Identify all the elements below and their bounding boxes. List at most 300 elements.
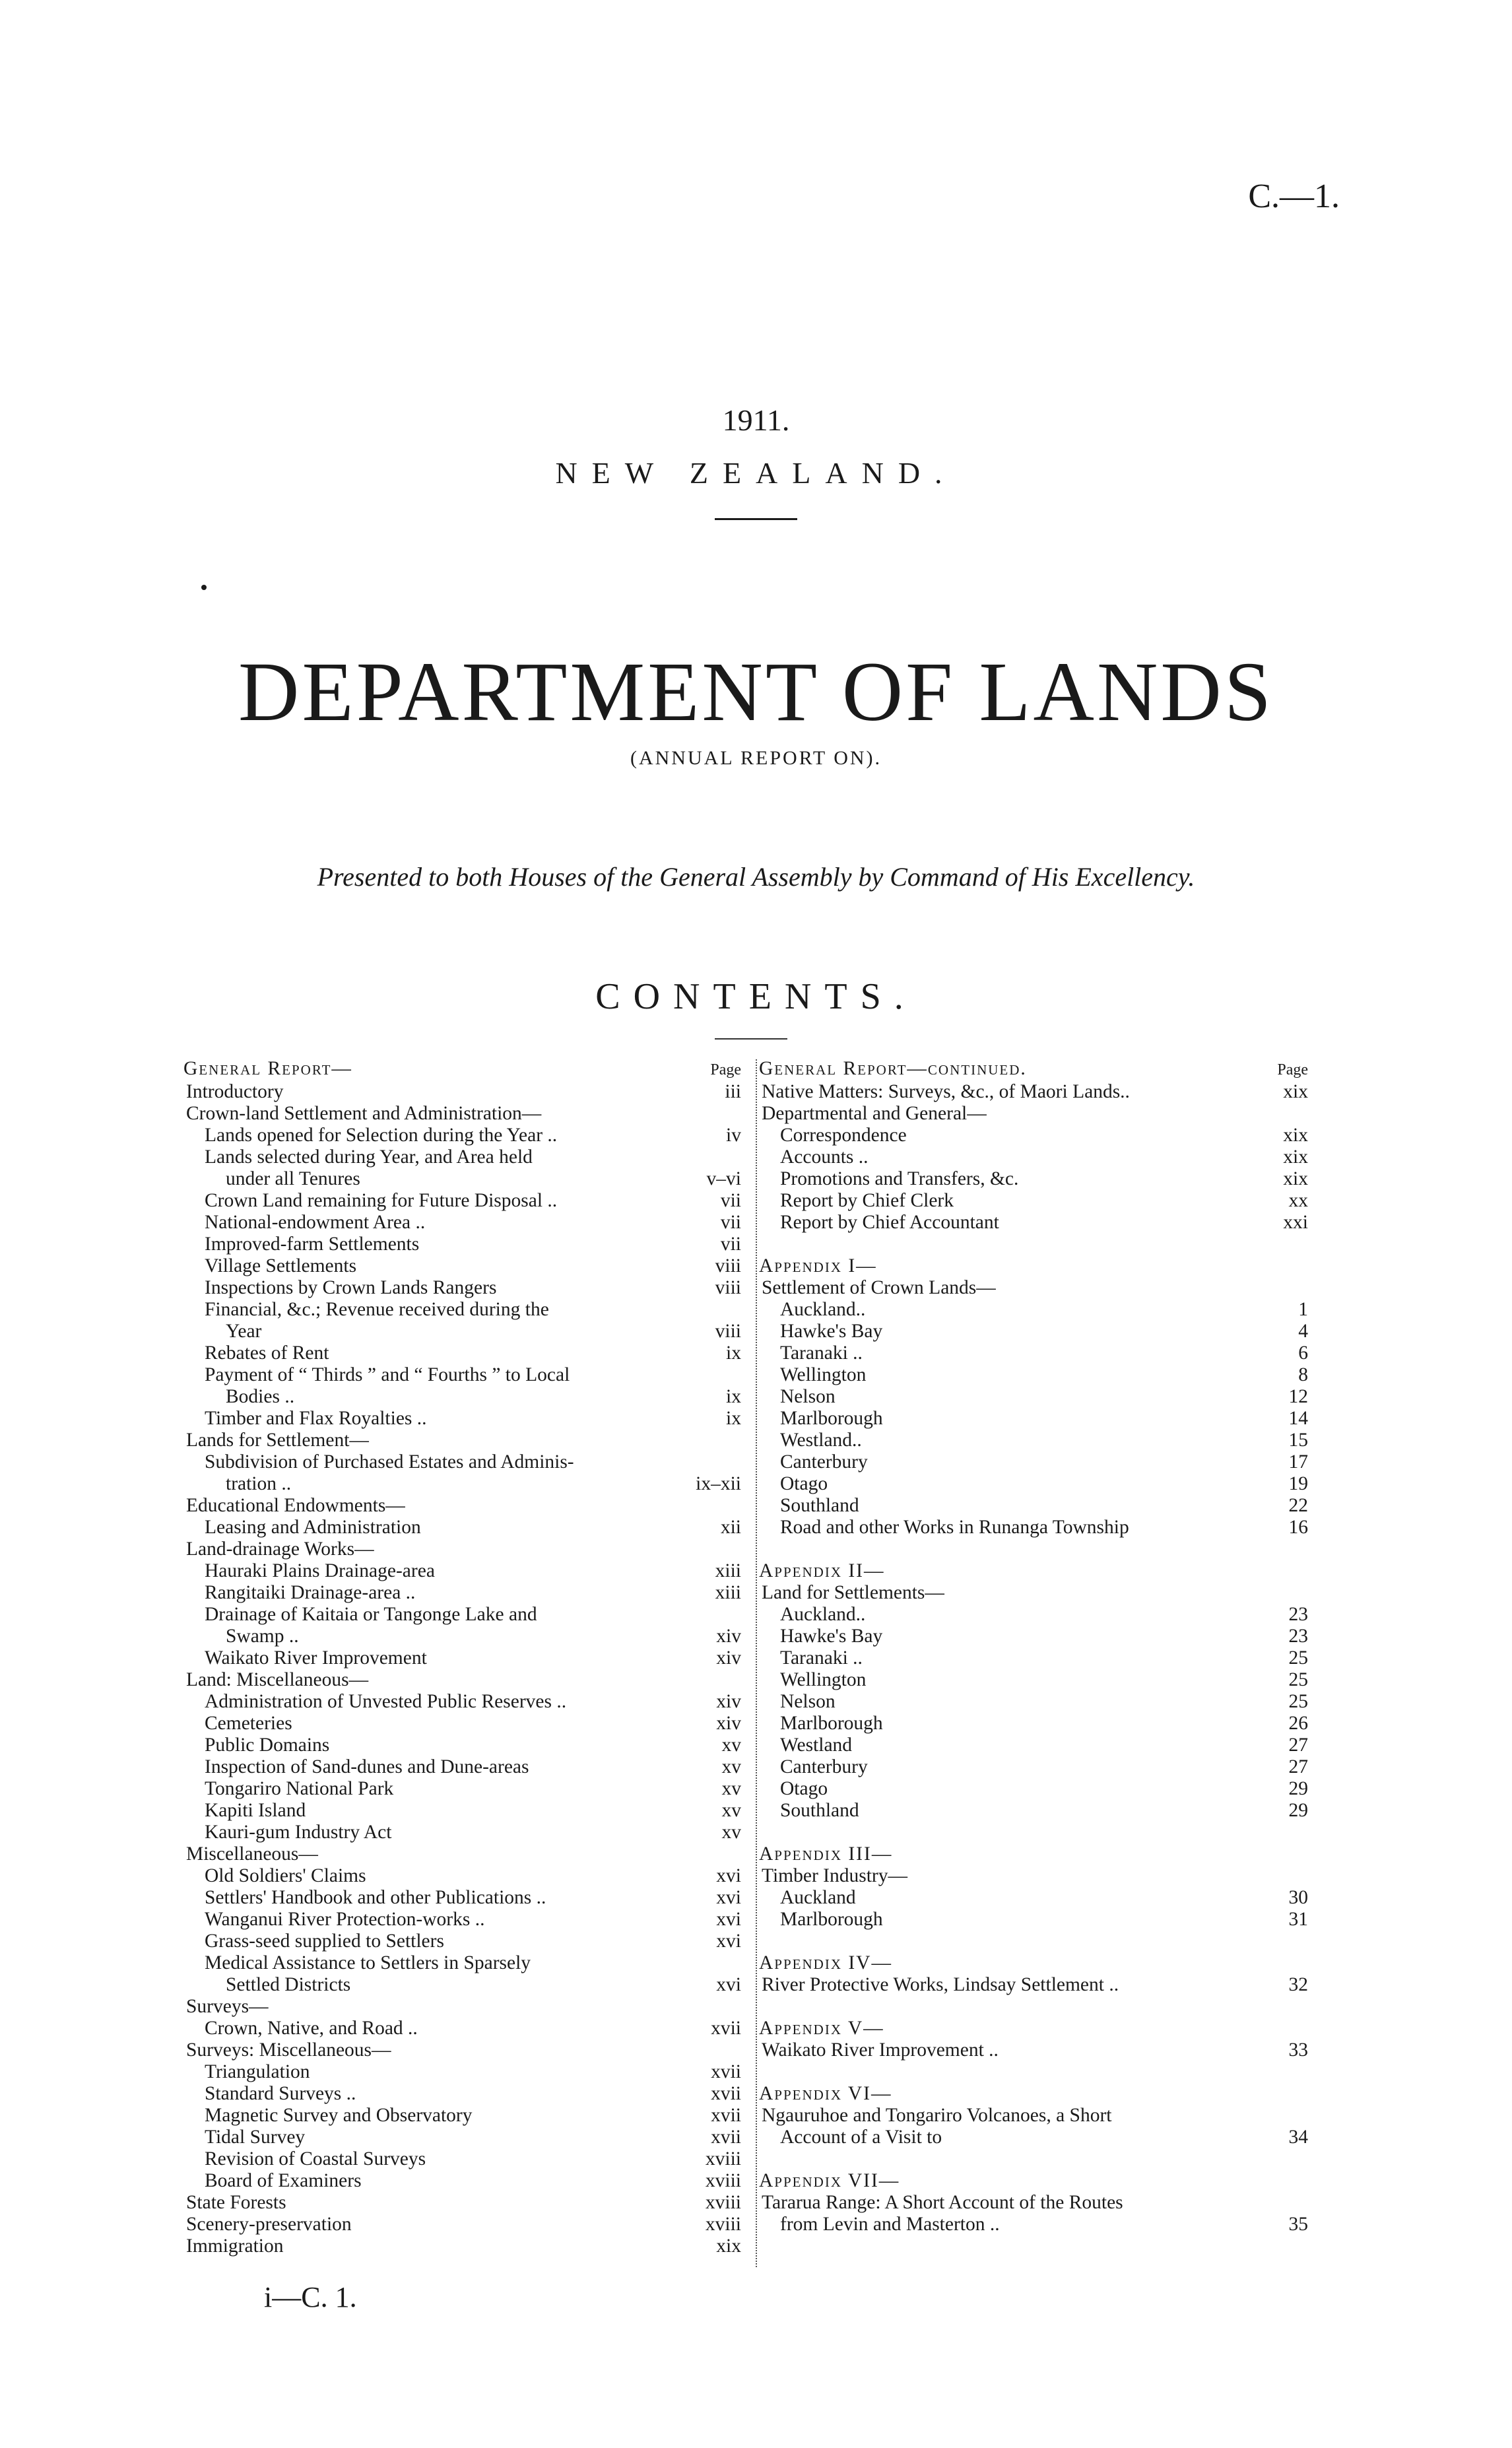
entry-page: 29	[1288, 1800, 1308, 1821]
entry-title: Kapiti Island	[205, 1800, 306, 1821]
entry-page: xx	[1288, 1190, 1308, 1211]
contents-section-heading	[759, 1560, 1308, 1582]
contents-entry	[183, 1713, 741, 1735]
entry-page: xvii	[711, 2061, 741, 2082]
contents-entry	[183, 1647, 741, 1669]
entry-page: 23	[1288, 1626, 1308, 1647]
entry-title: River Protective Works, Lindsay Settlement ..	[762, 1974, 1119, 1995]
contents-entry	[759, 1408, 1308, 1430]
contents-entry	[183, 2083, 741, 2105]
entry-title: Appendix I—	[759, 1255, 877, 1276]
section-gap	[759, 2148, 1308, 2170]
contents-heading: CONTENTS.	[595, 976, 917, 1017]
entry-page: xvi	[716, 1865, 741, 1886]
contents-entry	[759, 1342, 1308, 1364]
entry-title: General Report—continued.	[759, 1058, 1027, 1079]
entry-title: Lands for Settlement—	[186, 1430, 369, 1451]
entry-page: xviii	[705, 2170, 741, 2191]
contents-section-heading	[759, 1843, 1308, 1865]
entry-page: xix	[1283, 1125, 1308, 1146]
contents-entry	[759, 1909, 1308, 1931]
contents-entry	[183, 1255, 741, 1277]
contents-entry	[759, 1626, 1308, 1647]
contents-entry	[759, 1430, 1308, 1451]
entry-page: 1	[1298, 1299, 1308, 1320]
section-gap	[759, 1822, 1308, 1843]
entry-title: Departmental and General—	[762, 1103, 987, 1124]
contents-entry	[759, 1865, 1308, 1887]
entry-page: 16	[1288, 1517, 1308, 1538]
contents-entry	[183, 1517, 741, 1538]
entry-page: xiv	[716, 1626, 741, 1647]
entry-title: Marlborough	[780, 1909, 883, 1930]
entry-page: ix–xii	[696, 1473, 741, 1494]
entry-page: 22	[1288, 1495, 1308, 1516]
contents-entry	[183, 1626, 741, 1647]
entry-page: xiii	[715, 1582, 741, 1603]
contents-entry	[183, 1212, 741, 1234]
contents-entry	[183, 2061, 741, 2083]
entry-page: xiv	[716, 1713, 741, 1734]
entry-title: Magnetic Survey and Observatory	[205, 2105, 473, 2126]
entry-title: Appendix VII—	[759, 2170, 900, 2191]
entry-page: 29	[1288, 1778, 1308, 1799]
entry-title: Educational Endowments—	[186, 1495, 405, 1516]
entry-title: Marlborough	[780, 1713, 883, 1734]
entry-title: Medical Assistance to Settlers in Sparsely	[205, 1952, 531, 1973]
entry-page: xvii	[711, 2127, 741, 2148]
entry-title: Cemeteries	[205, 1713, 292, 1734]
entry-page: vii	[720, 1234, 741, 1255]
contents-entry	[183, 1778, 741, 1800]
contents-entry	[183, 1277, 741, 1299]
entry-page: 27	[1288, 1756, 1308, 1777]
contents-section-heading	[183, 1058, 741, 1081]
entry-title: Taranaki ..	[780, 1647, 863, 1669]
contents-section-heading	[759, 1952, 1308, 1974]
entry-page: xvi	[716, 1909, 741, 1930]
entry-title: Grass-seed supplied to Settlers	[205, 1931, 444, 1952]
entry-page: xvi	[716, 1931, 741, 1952]
entry-title: Board of Examiners	[205, 2170, 362, 2191]
contents-entry	[183, 1865, 741, 1887]
contents-entry	[183, 1321, 741, 1342]
contents-entry	[183, 1190, 741, 1212]
entry-title: Land: Miscellaneous—	[186, 1669, 369, 1690]
contents-entry	[759, 1974, 1308, 1996]
entry-title: Taranaki ..	[780, 1342, 863, 1364]
entry-title: Auckland..	[780, 1604, 866, 1625]
entry-title: Village Settlements	[205, 1255, 357, 1276]
contents-entry	[759, 1081, 1308, 1103]
entry-page: 6	[1298, 1342, 1308, 1364]
contents-entry	[183, 1386, 741, 1408]
entry-page: xiv	[716, 1691, 741, 1712]
entry-title: Appendix III—	[759, 1843, 893, 1865]
entry-title: Canterbury	[780, 1756, 868, 1777]
entry-page: 14	[1288, 1408, 1308, 1429]
entry-page: 25	[1288, 1669, 1308, 1690]
contents-entry	[183, 2105, 741, 2127]
entry-title: State Forests	[186, 2192, 286, 2213]
contents-entry	[183, 2127, 741, 2148]
entry-title: Waikato River Improvement	[205, 1647, 427, 1669]
entry-title: Wellington	[780, 1364, 867, 1385]
entry-page: xv	[721, 1735, 741, 1756]
contents-entry	[759, 1495, 1308, 1517]
entry-title: Canterbury	[780, 1451, 868, 1472]
contents-entry	[183, 1931, 741, 1952]
contents-entry	[759, 1125, 1308, 1146]
entry-page: xviii	[705, 2214, 741, 2235]
entry-title: Miscellaneous—	[186, 1843, 318, 1865]
contents-entry	[183, 1364, 741, 1386]
entry-page: ix	[726, 1386, 741, 1407]
entry-page: 25	[1288, 1691, 1308, 1712]
contents-entry	[183, 1800, 741, 1822]
entry-page: 26	[1288, 1713, 1308, 1734]
contents-entry	[759, 2127, 1308, 2148]
entry-title: Subdivision of Purchased Estates and Adminis-	[205, 1451, 574, 1472]
entry-page: xvii	[711, 2083, 741, 2104]
entry-page: 32	[1288, 1974, 1308, 1995]
entry-title: Correspondence	[780, 1125, 907, 1146]
entry-title: Introductory	[186, 1081, 284, 1102]
contents-entry	[183, 1952, 741, 1974]
contents-entry	[759, 1451, 1308, 1473]
entry-title: Administration of Unvested Public Reserves ..	[205, 1691, 567, 1712]
contents-entry	[183, 1887, 741, 1909]
entry-title: Tararua Range: A Short Account of the Routes	[762, 2192, 1123, 2213]
contents-entry	[183, 1909, 741, 1931]
contents-entry	[759, 2192, 1308, 2214]
entry-title: Financial, &c.; Revenue received during the	[205, 1299, 549, 1320]
entry-title: Year	[226, 1321, 262, 1342]
entry-page: 33	[1288, 2039, 1308, 2061]
contents-entry	[759, 1277, 1308, 1299]
entry-title: Public Domains	[205, 1735, 330, 1756]
contents-entry	[183, 1560, 741, 1582]
entry-title: Nelson	[780, 1691, 836, 1712]
entry-page: 27	[1288, 1735, 1308, 1756]
entry-page: 35	[1288, 2214, 1308, 2235]
contents-section-heading	[759, 1058, 1308, 1081]
document-code: C.—1.	[1248, 178, 1340, 215]
entry-page: 25	[1288, 1647, 1308, 1669]
section-gap	[759, 1234, 1308, 1255]
entry-title: National-endowment Area ..	[205, 1212, 426, 1233]
entry-title: Revision of Coastal Surveys	[205, 2148, 426, 2169]
entry-page: xii	[720, 1517, 741, 1538]
entry-title: Settlement of Crown Lands—	[762, 1277, 996, 1298]
entry-page: vii	[720, 1190, 741, 1211]
title-divider	[715, 518, 797, 520]
entry-title: Otago	[780, 1778, 828, 1799]
entry-title: Appendix VI—	[759, 2083, 892, 2104]
contents-entry	[183, 2148, 741, 2170]
contents-entry	[759, 1190, 1308, 1212]
entry-title: Settled Districts	[226, 1974, 351, 1995]
contents-entry	[183, 2018, 741, 2039]
contents-entry	[183, 1996, 741, 2018]
entry-title: Wellington	[780, 1669, 867, 1690]
entry-page: viii	[715, 1277, 741, 1298]
entry-title: Lands opened for Selection during the Year ..	[205, 1125, 558, 1146]
contents-section-heading	[759, 2083, 1308, 2105]
contents-entry	[183, 1408, 741, 1430]
contents-entry	[759, 1168, 1308, 1190]
entry-title: Timber and Flax Royalties ..	[205, 1408, 427, 1429]
contents-entry	[183, 1146, 741, 1168]
contents-entry	[183, 2192, 741, 2214]
footer-code: i—C. 1.	[264, 2281, 357, 2313]
contents-entry	[759, 1756, 1308, 1778]
entry-page: xix	[716, 2235, 741, 2257]
entry-title: Hawke's Bay	[780, 1626, 883, 1647]
contents-entry	[183, 1843, 741, 1865]
entry-title: Surveys: Miscellaneous—	[186, 2039, 391, 2061]
entry-title: Standard Surveys ..	[205, 2083, 356, 2104]
contents-entry	[759, 1299, 1308, 1321]
entry-title: Hauraki Plains Drainage-area	[205, 1560, 435, 1581]
contents-entry	[759, 1473, 1308, 1495]
main-title: DEPARTMENT OF LANDS	[238, 645, 1274, 739]
entry-title: General Report—	[183, 1058, 352, 1079]
entry-title: from Levin and Masterton ..	[780, 2214, 1000, 2235]
entry-page: 8	[1298, 1364, 1308, 1385]
entry-title: Immigration	[186, 2235, 284, 2257]
contents-right-column	[759, 1058, 1308, 2235]
presented-line: Presented to both Houses of the General Assembly by Command of His Excellency.	[317, 862, 1195, 892]
contents-entry	[183, 1582, 741, 1604]
entry-title: Improved-farm Settlements	[205, 1234, 420, 1255]
entry-title: Crown Land remaining for Future Disposal ..	[205, 1190, 558, 1211]
contents-entry	[759, 1604, 1308, 1626]
entry-page: xvi	[716, 1887, 741, 1908]
column-divider	[756, 1059, 757, 2267]
contents-entry	[759, 1517, 1308, 1538]
contents-entry	[183, 1822, 741, 1843]
entry-page: xv	[721, 1778, 741, 1799]
entry-page: xiv	[716, 1647, 741, 1669]
section-gap	[759, 1931, 1308, 1952]
entry-title: Road and other Works in Runanga Township	[780, 1517, 1129, 1538]
contents-left-column	[183, 1058, 741, 2257]
entry-title: Accounts ..	[780, 1146, 869, 1168]
entry-title: under all Tenures	[226, 1168, 360, 1189]
contents-entry	[759, 2105, 1308, 2127]
contents-entry	[183, 1342, 741, 1364]
entry-page: xvii	[711, 2018, 741, 2039]
entry-page: ix	[726, 1342, 741, 1364]
entry-title: Tongariro National Park	[205, 1778, 394, 1799]
contents-entry	[759, 1212, 1308, 1234]
contents-entry	[183, 2214, 741, 2235]
entry-page: 4	[1298, 1321, 1308, 1342]
entry-page: xviii	[705, 2192, 741, 2213]
entry-page: xvi	[716, 1974, 741, 1995]
contents-entry	[183, 1691, 741, 1713]
contents-entry	[759, 1103, 1308, 1125]
entry-title: Otago	[780, 1473, 828, 1494]
entry-title: Promotions and Transfers, &c.	[780, 1168, 1019, 1189]
entry-title: Rangitaiki Drainage-area ..	[205, 1582, 416, 1603]
entry-page: Page	[1277, 1061, 1308, 1078]
entry-page: xix	[1283, 1081, 1308, 1102]
contents-entry	[183, 1430, 741, 1451]
contents-entry	[759, 1364, 1308, 1386]
entry-page: v–vi	[706, 1168, 741, 1189]
contents-entry	[183, 1974, 741, 1996]
entry-title: Appendix II—	[759, 1560, 885, 1581]
contents-entry	[759, 1691, 1308, 1713]
entry-title: Surveys—	[186, 1996, 269, 2017]
entry-title: Timber Industry—	[762, 1865, 907, 1886]
entry-page: xv	[721, 1756, 741, 1777]
entry-title: Inspection of Sand-dunes and Dune-areas	[205, 1756, 529, 1777]
entry-title: Leasing and Administration	[205, 1517, 421, 1538]
entry-page: 19	[1288, 1473, 1308, 1494]
entry-title: Wanganui River Protection-works ..	[205, 1909, 485, 1930]
contents-entry	[759, 1582, 1308, 1604]
entry-title: Inspections by Crown Lands Rangers	[205, 1277, 497, 1298]
report-year: 1911.	[722, 403, 790, 437]
entry-title: Southland	[780, 1495, 859, 1516]
entry-title: Account of a Visit to	[780, 2127, 942, 2148]
entry-title: Swamp ..	[226, 1626, 299, 1647]
entry-title: Appendix IV—	[759, 1952, 892, 1973]
contents-entry	[183, 1081, 741, 1103]
entry-title: Report by Chief Clerk	[780, 1190, 954, 1211]
entry-page: viii	[715, 1255, 741, 1276]
contents-entry	[759, 1778, 1308, 1800]
section-gap	[759, 1996, 1308, 2018]
country-name: NEW ZEALAND.	[555, 456, 957, 490]
entry-page: xv	[721, 1800, 741, 1821]
entry-page: xiii	[715, 1560, 741, 1581]
entry-title: Appendix V—	[759, 2018, 884, 2039]
entry-title: Scenery-preservation	[186, 2214, 352, 2235]
contents-entry	[759, 1647, 1308, 1669]
entry-page: xix	[1283, 1146, 1308, 1168]
entry-title: Waikato River Improvement ..	[762, 2039, 999, 2061]
contents-entry	[759, 1669, 1308, 1691]
contents-entry	[183, 1495, 741, 1517]
entry-page: 30	[1288, 1887, 1308, 1908]
entry-page: xvii	[711, 2105, 741, 2126]
section-gap	[759, 1538, 1308, 1560]
entry-title: tration ..	[226, 1473, 292, 1494]
entry-page: 15	[1288, 1430, 1308, 1451]
entry-page: xxi	[1283, 1212, 1308, 1233]
contents-entry	[759, 1800, 1308, 1822]
entry-page: 17	[1288, 1451, 1308, 1472]
entry-title: Ngauruhoe and Tongariro Volcanoes, a Short	[762, 2105, 1112, 2126]
contents-entry	[183, 2170, 741, 2192]
contents-entry	[183, 1299, 741, 1321]
contents-entry	[183, 1168, 741, 1190]
entry-title: Report by Chief Accountant	[780, 1212, 999, 1233]
contents-section-heading	[759, 2170, 1308, 2192]
entry-title: Drainage of Kaitaia or Tangonge Lake and	[205, 1604, 537, 1625]
contents-section-heading	[759, 1255, 1308, 1277]
contents-entry	[183, 1538, 741, 1560]
entry-page: viii	[715, 1321, 741, 1342]
subtitle: (ANNUAL REPORT ON).	[630, 747, 882, 769]
entry-page: iv	[726, 1125, 741, 1146]
entry-title: Hawke's Bay	[780, 1321, 883, 1342]
contents-entry	[759, 1887, 1308, 1909]
entry-page: xix	[1283, 1168, 1308, 1189]
entry-page: vii	[720, 1212, 741, 1233]
entry-page: xviii	[705, 2148, 741, 2169]
contents-entry	[759, 1386, 1308, 1408]
entry-page: 31	[1288, 1909, 1308, 1930]
entry-title: Settlers' Handbook and other Publications ..	[205, 1887, 546, 1908]
contents-entry	[183, 1451, 741, 1473]
print-mark	[201, 585, 207, 590]
contents-entry	[183, 1103, 741, 1125]
contents-entry	[183, 1756, 741, 1778]
entry-title: Payment of “ Thirds ” and “ Fourths ” to Local	[205, 1364, 570, 1385]
contents-entry	[183, 1234, 741, 1255]
contents-entry	[183, 1604, 741, 1626]
entry-page: 23	[1288, 1604, 1308, 1625]
entry-title: Tidal Survey	[205, 2127, 306, 2148]
entry-title: Nelson	[780, 1386, 836, 1407]
entry-page: xv	[721, 1822, 741, 1843]
entry-title: Lands selected during Year, and Area held	[205, 1146, 533, 1168]
entry-title: Marlborough	[780, 1408, 883, 1429]
contents-entry	[183, 1669, 741, 1691]
contents-entry	[759, 1146, 1308, 1168]
contents-entry	[183, 1125, 741, 1146]
contents-entry	[183, 1473, 741, 1495]
section-gap	[759, 2061, 1308, 2083]
contents-entry	[183, 2039, 741, 2061]
contents-divider	[715, 1038, 787, 1040]
entry-page: iii	[725, 1081, 741, 1102]
entry-title: Land for Settlements—	[762, 1582, 944, 1603]
entry-title: Crown, Native, and Road ..	[205, 2018, 418, 2039]
contents-entry	[759, 1713, 1308, 1735]
entry-title: Native Matters: Surveys, &c., of Maori Lands..	[762, 1081, 1130, 1102]
entry-title: Auckland	[780, 1887, 856, 1908]
contents-entry	[183, 2235, 741, 2257]
contents-entry	[183, 1735, 741, 1756]
entry-title: Old Soldiers' Claims	[205, 1865, 366, 1886]
entry-page: 34	[1288, 2127, 1308, 2148]
entry-title: Rebates of Rent	[205, 1342, 329, 1364]
entry-title: Bodies ..	[226, 1386, 295, 1407]
entry-title: Westland..	[780, 1430, 862, 1451]
contents-entry	[759, 1735, 1308, 1756]
entry-title: Southland	[780, 1800, 859, 1821]
entry-page: Page	[710, 1061, 741, 1078]
entry-title: Crown-land Settlement and Administration—	[186, 1103, 542, 1124]
entry-page: 12	[1288, 1386, 1308, 1407]
entry-page: ix	[726, 1408, 741, 1429]
contents-section-heading	[759, 2018, 1308, 2039]
entry-title: Westland	[780, 1735, 853, 1756]
contents-entry	[759, 1321, 1308, 1342]
entry-title: Kauri-gum Industry Act	[205, 1822, 392, 1843]
contents-entry	[759, 2214, 1308, 2235]
contents-entry	[759, 2039, 1308, 2061]
entry-title: Triangulation	[205, 2061, 310, 2082]
entry-title: Auckland..	[780, 1299, 866, 1320]
entry-title: Land-drainage Works—	[186, 1538, 374, 1560]
